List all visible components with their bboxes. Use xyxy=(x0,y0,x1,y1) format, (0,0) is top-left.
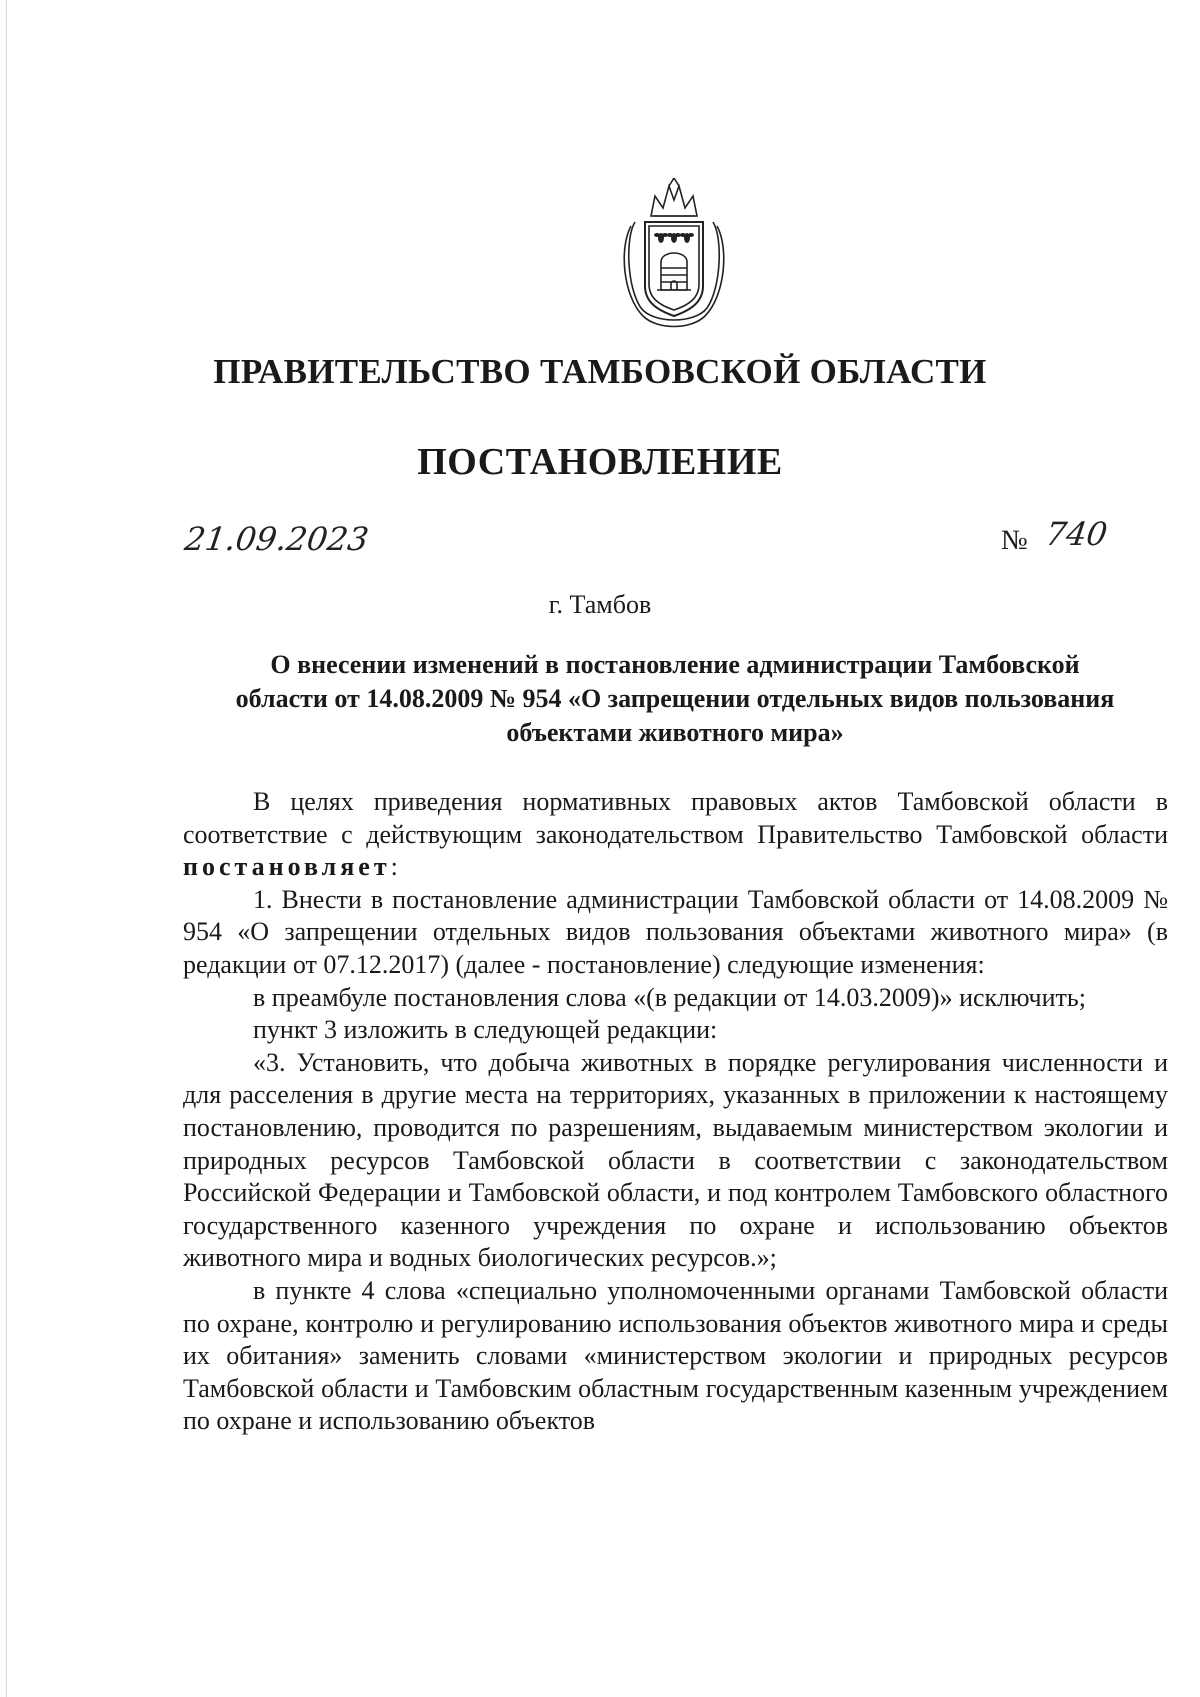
scan-edge-line xyxy=(6,0,7,1697)
intro-text: В целях приведения нормативных правовых актов Тамбовской области в соответствие с действующим законодательством Правительство Тамбовской области xyxy=(183,787,1168,849)
document-body xyxy=(183,786,1168,1438)
paragraph-point-4: в пункте 4 слова «специально уполномоченными органами Тамбовской области по охране, контролю и регулированию использования объектов животного мира и среды их обитания» заменить словами «министерством экологии и природных ресурсов Тамбовской области и Тамбовским областным государственным казенным учреждением по охране и использованию объектов xyxy=(183,1275,1168,1436)
heading-line: области от 14.08.2009 № 954 «О запрещении отдельных видов пользования xyxy=(235,684,1115,713)
handwritten-date: 21.09.2023 xyxy=(182,520,371,558)
decree-word: постановляет xyxy=(183,852,391,882)
document-heading xyxy=(180,648,1170,750)
handwritten-number: 740 xyxy=(1043,515,1110,553)
document-type-title: ПОСТАНОВЛЕНИЕ xyxy=(417,441,783,483)
organization-title: ПРАВИТЕЛЬСТВО ТАМБОВСКОЙ ОБЛАСТИ xyxy=(213,352,987,391)
number-label: № xyxy=(1001,525,1028,556)
heading-line: О внесении изменений в постановление администрации Тамбовской xyxy=(270,650,1080,679)
coat-of-arms-emblem xyxy=(621,178,727,334)
city-line: г. Тамбов xyxy=(548,590,652,619)
paragraph-point-3-text: «3. Установить, что добыча животных в порядке регулирования численности и для расселения в другие места на территориях, указанных в приложении к настоящему постановлению, проводится по разрешениям, выдаваемым министерством экологии и природных ресурсов Тамбовской области в соответствии с законодательством Российской Федерации и Тамбовской области, и под контролем Тамбовского областного государственного казенного учреждения по охране и использованию объектов животного мира и водных биологических ресурсов.»; xyxy=(183,1047,1168,1273)
paragraph-point-3: пункт 3 изложить в следующей редакции: xyxy=(253,1015,718,1045)
decree-colon: : xyxy=(390,852,398,882)
heading-line: объектами животного мира» xyxy=(506,718,844,747)
paragraph-1: 1. Внести в постановление администрации Тамбовской области от 14.08.2009 № 954 «О запрещении отдельных видов пользования объектами животного мира» (в редакции от 07.12.2017) (далее - постановление) следующие изменения: xyxy=(183,884,1168,979)
paragraph-preamble: в преамбуле постановления слова «(в редакции от 14.03.2009)» исключить; xyxy=(253,982,1086,1012)
intro-paragraph xyxy=(183,786,1168,884)
